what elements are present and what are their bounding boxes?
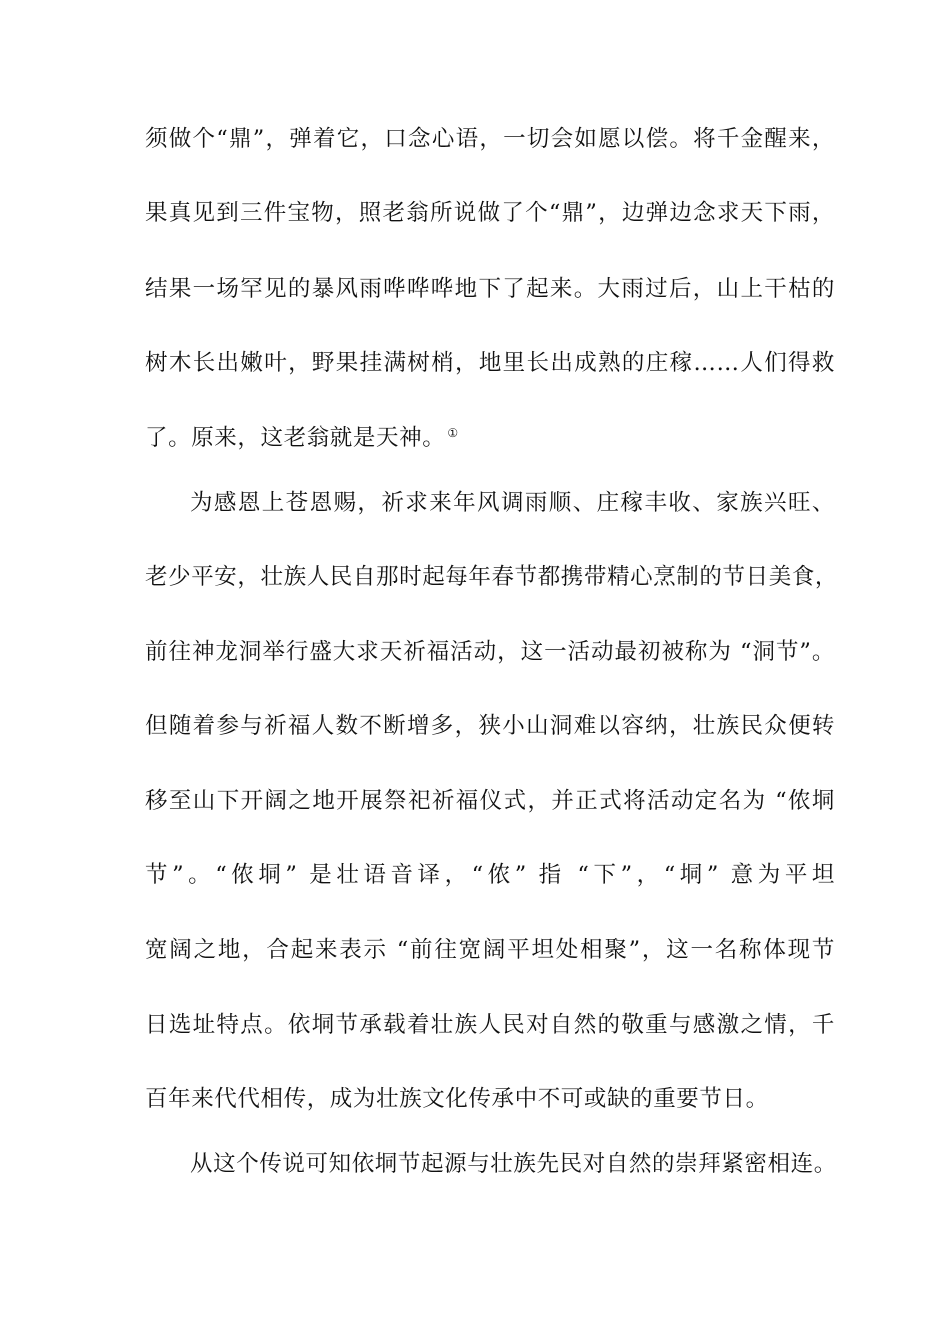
text-line: 前往神龙洞举行盛大求天祈福活动，这一活动最初被称为 “洞节”。 xyxy=(145,639,835,665)
text-line: 节”。“侬垌” 是壮语音译，“侬” 指 “下”，“垌” 意为平坦 xyxy=(145,862,835,888)
text-line-content: 了。原来，这老翁就是天神。 xyxy=(145,425,446,451)
text-line: 果真见到三件宝物，照老翁所说做了个“鼎”，边弹边念求天下雨， xyxy=(145,200,835,226)
text-line: 老少平安，壮族人民自那时起每年春节都携带精心烹制的节日美食， xyxy=(145,564,839,590)
text-line-last: 百年来代代相传，成为壮族文化传承中不可或缺的重要节日。 xyxy=(145,1086,769,1112)
text-line-last xyxy=(145,423,835,453)
text-line: 但随着参与祈福人数不断增多，狭小山洞难以容纳，壮族民众便转 xyxy=(145,713,835,739)
text-line: 移至山下开阔之地开展祭祀祈福仪式，并正式将活动定名为 “侬垌 xyxy=(145,788,835,814)
text-line: 须做个“鼎”，弹着它，口念心语，一切会如愿以偿。将千金醒来， xyxy=(145,126,835,152)
text-line: 日选址特点。依垌节承载着壮族人民对自然的敬重与感激之情，千 xyxy=(145,1012,835,1038)
text-line: 为感恩上苍恩赐，祈求来年风调雨顺、庄稼丰收、家族兴旺、 xyxy=(190,490,835,516)
text-line: 树木长出嫩叶，野果挂满树梢，地里长出成熟的庄稼……人们得救 xyxy=(145,350,835,376)
footnote-marker[interactable]: ① xyxy=(447,425,459,440)
text-line: 结果一场罕见的暴风雨哗哗哗地下了起来。大雨过后，山上干枯的 xyxy=(145,276,835,302)
text-line: 宽阔之地，合起来表示 “前往宽阔平坦处相聚”，这一名称体现节 xyxy=(145,937,835,963)
text-line: 从这个传说可知依垌节起源与壮族先民对自然的崇拜紧密相连。 xyxy=(190,1151,837,1177)
